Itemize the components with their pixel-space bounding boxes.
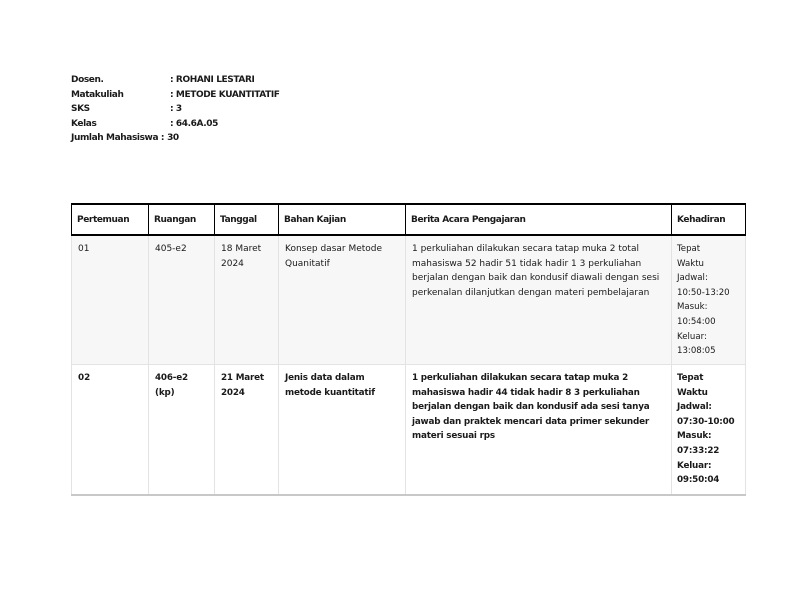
cell-kehadiran	[672, 365, 746, 496]
dosen-row	[71, 73, 280, 88]
col-header-ruangan: Ruangan	[149, 204, 215, 235]
cell-berita-acara: 1 perkuliahan dilakukan secara tatap muka 2 mahasiswa hadir 44 tidak hadir 8 3 perkuliahan berjalan dengan baik dan kondusif ada sesi tanya jawab dan praktek mencari data primer sekunder materi sesuai rps	[406, 365, 672, 496]
cell-bahan-kajian: Jenis data dalam metode kuantitatif	[279, 365, 406, 496]
kehadiran-line: 13:08:05	[677, 346, 716, 357]
col-header-bahan-kajian: Bahan Kajian	[279, 204, 406, 235]
col-header-tanggal: Tanggal	[215, 204, 279, 235]
table-header-row	[72, 204, 746, 235]
matakuliah-row	[71, 88, 280, 103]
kehadiran-line: Waktu	[677, 387, 708, 398]
cell-ruangan: 405-e2	[149, 235, 215, 365]
jumlah-row	[71, 131, 280, 146]
cell-kehadiran	[672, 235, 746, 365]
kelas-row	[71, 117, 280, 132]
col-header-kehadiran: Kehadiran	[672, 204, 746, 235]
course-info	[71, 73, 280, 146]
kehadiran-line: Keluar:	[677, 331, 707, 342]
kehadiran-line: Tepat	[677, 244, 701, 254]
kehadiran-line: Masuk:	[677, 431, 712, 442]
cell-tanggal: 21 Maret 2024	[215, 365, 279, 496]
kehadiran-line: Jadwal:	[677, 273, 708, 284]
table-row	[72, 365, 746, 496]
sks-row	[71, 102, 280, 117]
kelas-label: Kelas	[71, 118, 97, 129]
table-row	[72, 235, 746, 365]
col-header-pertemuan: Pertemuan	[72, 204, 149, 235]
kehadiran-line: 10:50-13:20	[677, 287, 730, 298]
col-header-berita-acara: Berita Acara Pengajaran	[406, 204, 672, 235]
dosen-label: Dosen.	[71, 75, 104, 85]
kehadiran-line: 10:54:00	[677, 316, 716, 327]
kehadiran-line: 09:50:04	[677, 475, 720, 486]
cell-pertemuan: 02	[72, 365, 149, 496]
kelas-value: : 64.6A.05	[170, 118, 219, 129]
matakuliah-value: : METODE KUANTITATIF	[170, 89, 280, 100]
kehadiran-line: Masuk:	[677, 302, 708, 313]
cell-pertemuan: 01	[72, 235, 149, 365]
matakuliah-label: Matakuliah	[71, 89, 124, 100]
dosen-value: : ROHANI LESTARI	[170, 75, 255, 85]
sks-value: : 3	[170, 104, 182, 114]
jumlah-label: Jumlah Mahasiswa :	[71, 133, 165, 143]
cell-ruangan: 406-e2 (kp)	[149, 365, 215, 496]
cell-tanggal: 18 Maret 2024	[215, 235, 279, 365]
kehadiran-line: Keluar:	[677, 460, 712, 471]
sks-label: SKS	[71, 104, 90, 114]
kehadiran-line: 07:33:22	[677, 445, 720, 456]
attendance-table	[71, 203, 746, 496]
jumlah-value: 30	[167, 133, 179, 143]
kehadiran-line: Jadwal:	[677, 402, 712, 413]
cell-bahan-kajian: Konsep dasar Metode Quanitatif	[279, 235, 406, 365]
kehadiran-line: Waktu	[677, 258, 705, 269]
kehadiran-line: Tepat	[677, 373, 704, 383]
kehadiran-line: 07:30-10:00	[677, 416, 735, 427]
cell-berita-acara: 1 perkuliahan dilakukan secara tatap muka 2 total mahasiswa 52 hadir 51 tidak hadir 1 3 perkuliahan berjalan dengan baik dan kondusif diawali dengan sesi perkenalan dilanjutkan dengan materi pembelajaran	[406, 235, 672, 365]
